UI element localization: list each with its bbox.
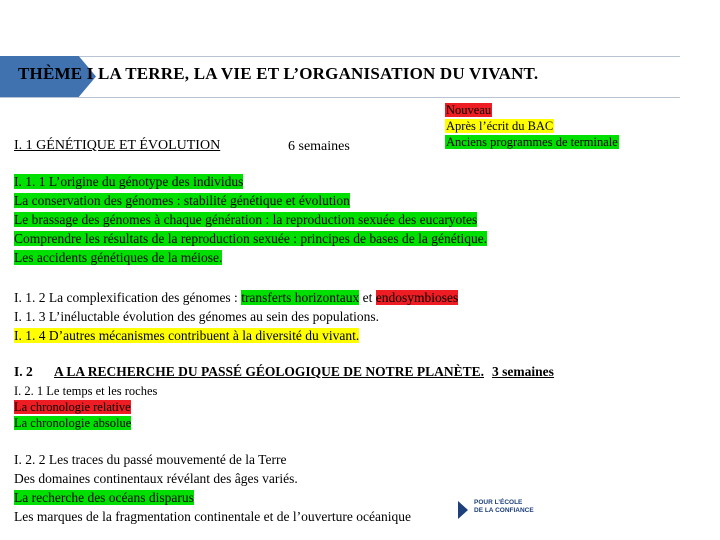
- line-ineluctable-evolution: I. 1. 3 L’inéluctable évolution des génomes au sein des populations.: [14, 309, 380, 324]
- line-resultats-reproduction: Comprendre les résultats de la reproduction sexuée : principes de bases de la génétique.: [14, 231, 488, 246]
- block-3: [14, 383, 157, 431]
- logo-text: [474, 499, 534, 515]
- endosymbioses: endosymbioses: [375, 290, 459, 305]
- section-2-duration: 3 semaines: [491, 364, 554, 379]
- line-temps-roches: I. 2. 1 Le temps et les roches: [14, 384, 158, 398]
- page-title: THÈME I LA TERRE, LA VIE ET L’ORGANISATION DU VIVANT.: [18, 64, 539, 83]
- line-complexification-mid: et: [359, 290, 376, 305]
- chronologie-relative: La chronologie relative: [14, 400, 131, 414]
- line-origine-genotype: I. 1. 1 L’origine du génotype des individus: [14, 174, 244, 189]
- line-brassage-genomes: Le brassage des génomes à chaque génération : la reproduction sexuée des eucaryotes: [14, 212, 478, 227]
- logo-line-2: DE LA CONFIANCE: [474, 507, 534, 514]
- line-oceans-disparus: La recherche des océans disparus: [14, 490, 194, 505]
- line-complexification-prefix: I. 1. 2 La complexification des génomes :: [14, 290, 242, 305]
- legend-old-programs: Anciens programmes de terminale: [446, 135, 618, 149]
- block-1: [14, 172, 487, 267]
- chronologie-absolue: La chronologie absolue: [14, 416, 132, 430]
- line-traces-passe: I. 2. 2 Les traces du passé mouvementé de la Terre: [14, 452, 287, 467]
- legend-after-bac: Après l’écrit du BAC: [446, 119, 554, 133]
- block-4: [14, 450, 411, 526]
- section-2-title: A LA RECHERCHE DU PASSÉ GÉOLOGIQUE DE NOTRE PLANÈTE.: [54, 364, 484, 379]
- section-2-number: I. 2: [14, 364, 33, 379]
- ministry-logo: [458, 497, 558, 525]
- line-domaines-continentaux: Des domaines continentaux révélant des âges variés.: [14, 471, 298, 486]
- line-conservation-genomes: La conservation des génomes : stabilité génétique et évolution: [14, 193, 350, 208]
- legend-new: Nouveau: [446, 103, 492, 117]
- block-2: [14, 288, 458, 345]
- section-2-heading: [14, 364, 554, 380]
- line-accidents-genetiques: Les accidents génétiques de la méiose.: [14, 250, 223, 265]
- section-1-heading: I. 1 GÉNÉTIQUE ET ÉVOLUTION: [14, 138, 221, 153]
- logo-arrow-icon: [458, 501, 468, 519]
- line-fragmentation-continentale: Les marques de la fragmentation continentale et de l’ouverture océanique: [14, 509, 411, 524]
- line-autres-mecanismes: I. 1. 4 D’autres mécanismes contribuent à la diversité du vivant.: [14, 328, 360, 343]
- section-1-duration: 6 semaines: [288, 139, 350, 154]
- color-legend: [445, 102, 619, 150]
- logo-line-1: POUR L’ÉCOLE: [474, 499, 523, 506]
- transferts-horizontaux: transferts horizontaux: [241, 290, 360, 305]
